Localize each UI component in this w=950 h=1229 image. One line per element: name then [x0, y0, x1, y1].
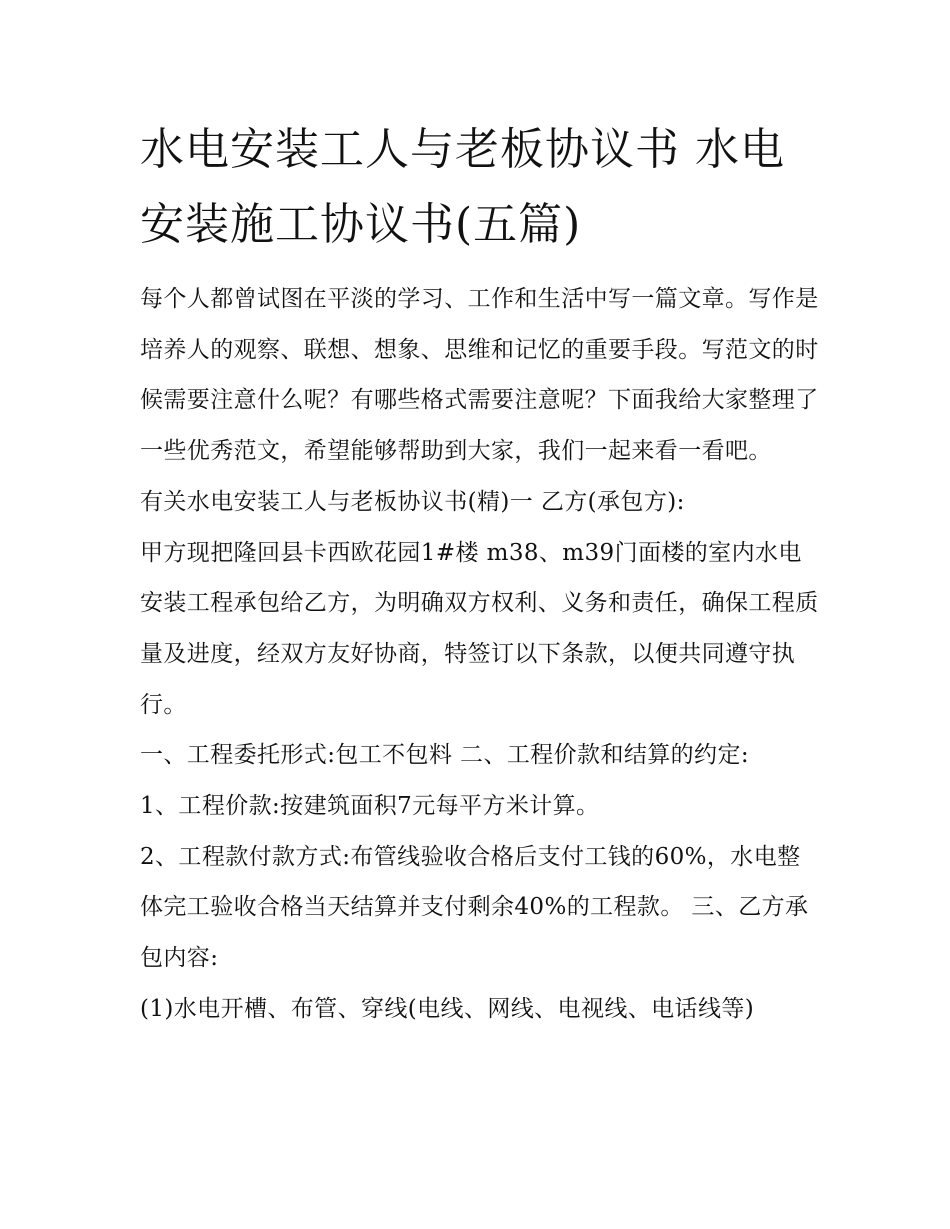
- agreement-heading: 有关水电安装工人与老板协议书(精)一 乙方(承包方):: [140, 488, 685, 515]
- clause-payment: 2、工程款付款方式:布管线验收合格后支付工钱的60%，水电整体完工验收合格当天结算并支付剩余40%的工程款。 三、乙方承包内容:: [140, 843, 809, 972]
- intro-paragraph: 每个人都曾试图在平淡的学习、工作和生活中写一篇文章。写作是培养人的观察、联想、想象、思维和记忆的重要手段。写范文的时候需要注意什么呢？有哪些格式需要注意呢？下面我给大家整理了一些优秀范文，希望能够帮助到大家，我们一起来看一看吧。: [140, 286, 819, 465]
- document-page: [140, 112, 820, 1035]
- clause-scope-item-1: (1)水电开槽、布管、穿线(电线、网线、电视线、电话线等): [140, 995, 755, 1022]
- clause-price: 1、工程价款:按建筑面积7元每平方米计算。: [140, 793, 600, 820]
- agreement-preamble: 甲方现把隆回县卡西欧花园1#楼 m38、m39门面楼的室内水电安装工程承包给乙方，为明确双方权利、义务和责任，确保工程质量及进度，经双方友好协商，特签订以下条款，以便共同遵守执行。: [140, 539, 819, 718]
- document-title: 水电安装工人与老板协议书 水电安装施工协议书(五篇): [140, 124, 785, 250]
- clause-one: 一、工程委托形式:包工不包料 二、工程价款和结算的约定:: [140, 742, 750, 769]
